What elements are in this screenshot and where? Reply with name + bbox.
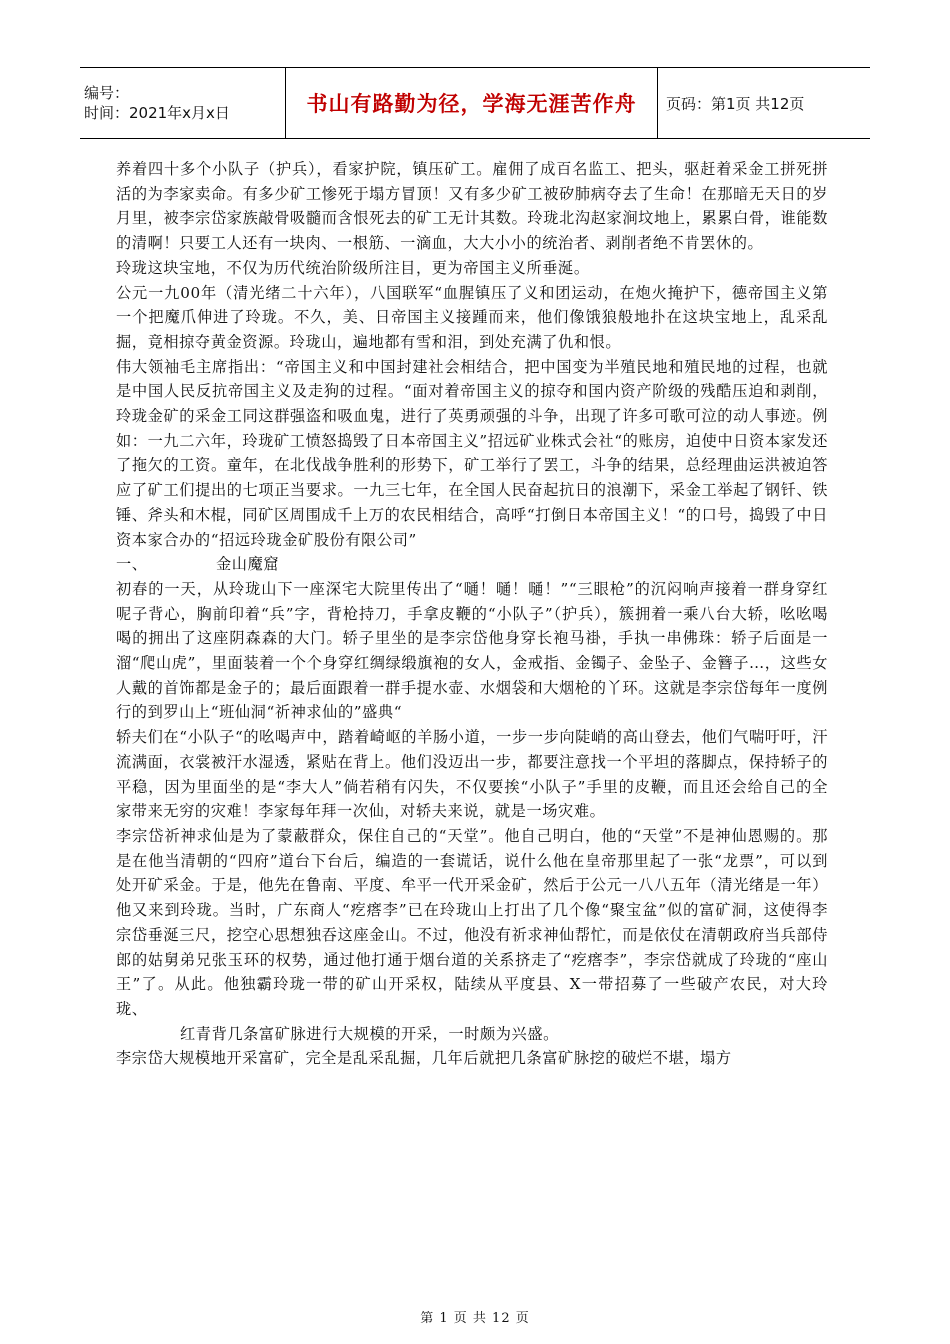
document-body: [116, 157, 828, 1071]
paragraph: 轿夫们在“小队子“的吆喝声中，踏着崎岖的羊肠小道，一步一步向陡峭的高山登去，他们气喘吁吁，汗流满面，衣裳被汗水湿透，紧贴在背上。他们没迈出一步，都要注意找一个平坦的落脚点，保持轿子的平稳，因为里面坐的是“李大人”倘若稍有闪失，不仅要挨“小队子”手里的皮鞭，而且还会给自己的全家带来无穷的灾难！李家每年拜一次仙，对轿夫来说，就是一场灾难。: [116, 728, 828, 821]
page-label: 页码：第1页 共12页: [666, 94, 805, 113]
paragraph: 李宗岱祈神求仙是为了蒙蔽群众，保住自己的“天堂”。他自己明白，他的“天堂”不是神仙恩赐的。那是在他当清朝的“四府”道台下台后，编造的一套谎话，说什么他在皇帝那里起了一张“龙票”，可以到处开矿采金。于是，他先在鲁南、平度、牟平一代开采金矿，然后于公元一八八五年（清光绪是一年）他又来到玲珑。当时，广东商人“疙瘩李”已在玲珑山上打出了几个像“聚宝盆”似的富矿洞，这使得李宗岱垂涎三尺，挖空心思想独吞这座金山。不过，他没有祈求神仙帮忙，而是依仗在清朝政府当兵部侍郎的姑舅弟兄张玉环的权势，通过他打通于烟台道的关系挤走了“疙瘩李”，李宗岱就成了玲珑的“座山王”了。从此。他独霸玲珑一带的矿山开采权，陆续从平度县、X一带招募了一些破产农民，对大玲珑、: [116, 826, 828, 1018]
section-title: 金山魔窟: [216, 555, 280, 574]
page-footer: 第 1 页 共 12 页: [420, 1311, 530, 1326]
header-info-cell: [80, 68, 285, 138]
header-page-cell: [658, 68, 870, 138]
paragraph: 公元一九00年（清光绪二十六年），八国联军“血腥镇压了义和团运动，在炮火掩护下，德帝国主义第一个把魔爪伸进了玲珑。不久，美、日帝国主义接踵而来，他们像饿狼般地扑在这块宝地上，乱采乱掘，竟相掠夺黄金资源。玲珑山，遍地都有雪和泪，到处充满了仇和恨。: [116, 283, 828, 351]
header-motto-cell: [285, 68, 658, 138]
section-heading: [116, 552, 828, 577]
paragraph: 玲珑这块宝地，不仅为历代统治阶级所注目，更为帝国主义所垂涎。: [116, 258, 590, 277]
document-header: [80, 67, 870, 139]
date-label: 时间：2021年x月x日: [84, 104, 230, 122]
paragraph: 伟大领袖毛主席指出：“帝国主义和中国封建社会相结合，把中国变为半殖民地和殖民地的过程，也就是中国人民反抗帝国主义及走狗的过程。“面对着帝国主义的掠夺和国内资产阶级的残酷压迫和剥削，玲珑金矿的采金工同这群强盗和吸血鬼，进行了英勇顽强的斗争，出现了许多可歌可泣的动人事迹。例如：一九二六年，玲珑矿工愤怒捣毁了日本帝国主义”招远矿业株式会社“的账房，迫使中日资本家发还了拖欠的工资。童年，在北伐战争胜利的形势下，矿工举行了罢工，斗争的结果，总经理曲运洪被迫答应了矿工们提出的七项正当要求。一九三七年，在全国人民奋起抗日的浪潮下，采金工举起了钢钎、铁锤、斧头和木棍，同矿区周围成千上万的农民相结合，高呼“打倒日本帝国主义！“的口号，捣毁了中日资本家合办的“招远玲珑金矿股份有限公司”: [116, 357, 828, 549]
motto-text: 书山有路勤为径，学海无涯苦作舟: [306, 92, 637, 116]
number-label: 编号：: [84, 84, 130, 102]
section-number: 一、: [116, 555, 148, 574]
paragraph: 初春的一天，从玲珑山下一座深宅大院里传出了“嗵！嗵！嗵！”“三眼枪”的沉闷响声接着一群身穿红呢子背心，胸前印着“兵”字，背枪持刀，手拿皮鞭的“小队子”（护兵），簇拥着一乘八台大轿，吆吆喝喝的拥出了这座阴森森的大门。轿子里坐的是李宗岱他身穿长袍马褂，手执一串佛珠：轿子后面是一溜“爬山虎”，里面装着一个个身穿红绸绿缎旗袍的女人，金戒指、金镯子、金坠子、金簪子…，这些女人戴的首饰都是金子的；最后面跟着一群手提水壶、水烟袋和大烟枪的丫环。这就是李宗岱每年一度例行的到罗山上“班仙洞“祈神求仙的”盛典“: [116, 579, 828, 722]
paragraph: 李宗岱大规模地开采富矿，完全是乱采乱掘，几年后就把几条富矿脉挖的破烂不堪，塌方: [116, 1049, 732, 1068]
indented-paragraph: 红青背几条富矿脉进行大规模的开采，一时颇为兴盛。: [180, 1024, 559, 1043]
paragraph: 养着四十多个小队子（护兵），看家护院，镇压矿工。雇佣了成百名监工、把头，驱赶着采金工拼死拼活的为李家卖命。有多少矿工惨死于塌方冒顶！又有多少矿工被矽肺病夺去了生命！在那暗无天日的岁月里，被李宗岱家族敲骨吸髓而含恨死去的矿工无计其数。玲珑北沟赵家涧坟地上，累累白骨，谁能数的清啊！只要工人还有一块肉、一根筋、一滴血，大大小小的统治者、剥削者绝不肯罢休的。: [116, 160, 828, 253]
